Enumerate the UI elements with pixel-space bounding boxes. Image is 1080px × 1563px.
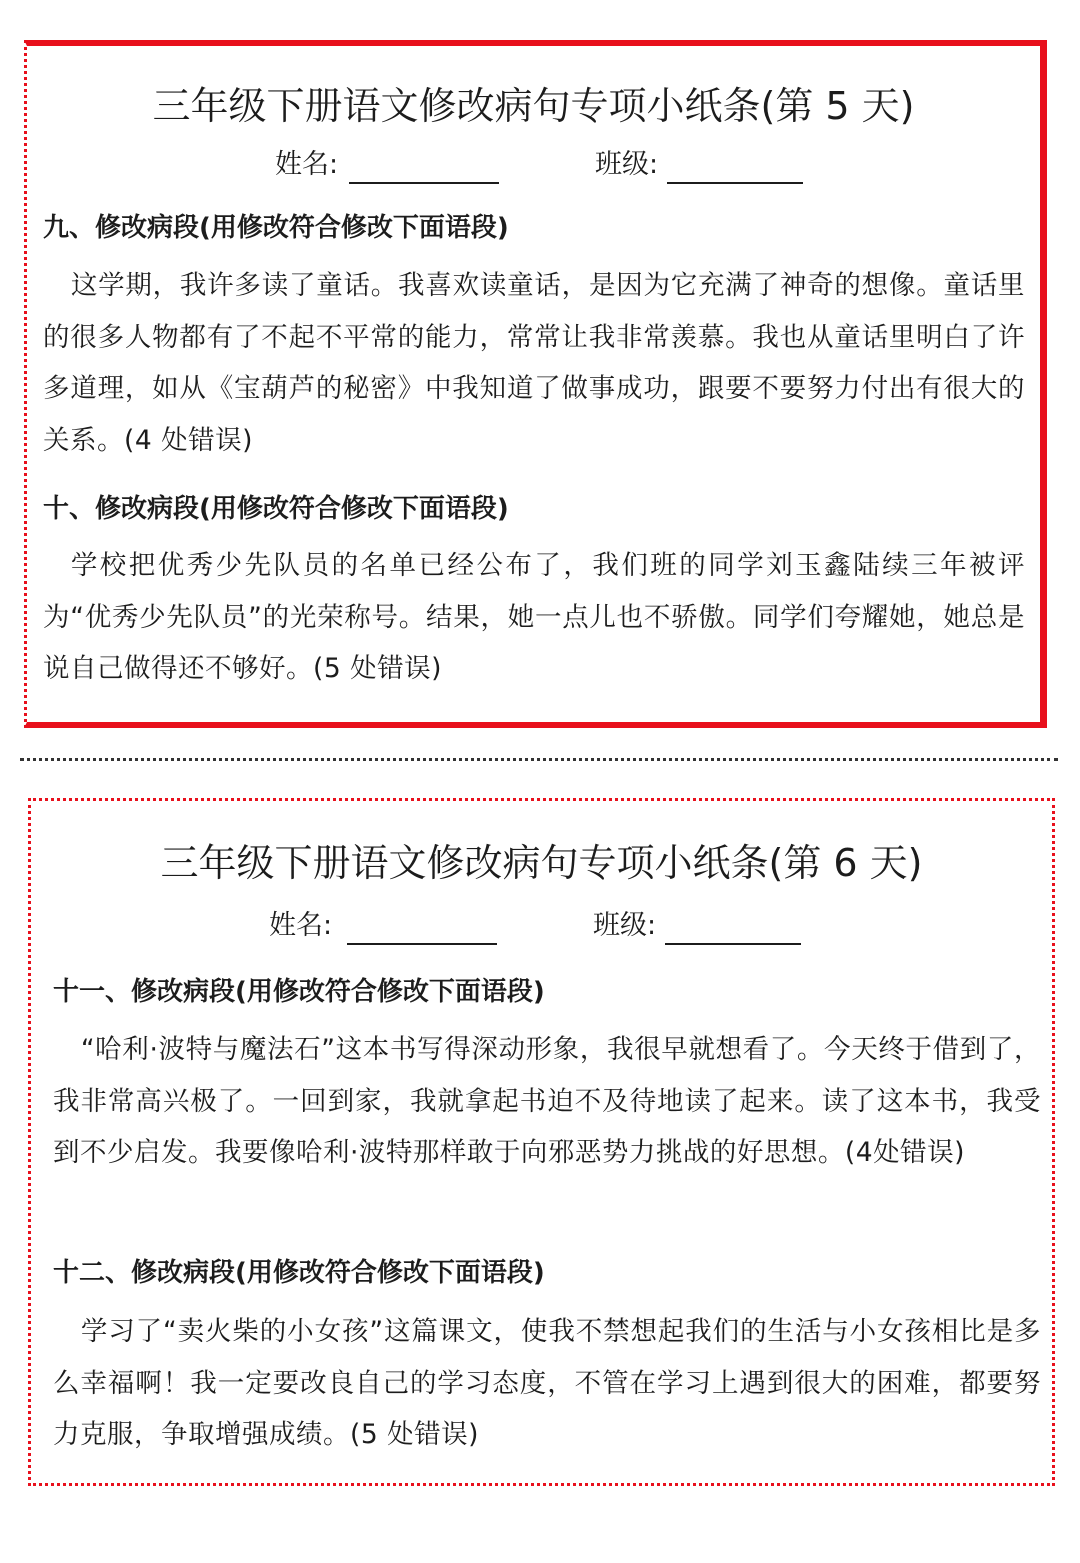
section-paragraph: “哈利·波特与魔法石”这本书写得深动形象，我很早就想看了。今天终于借到了，我非常高兴极了。一回到家，我就拿起书迫不及待地读了起来。读了这本书，我受到不少启发。我要像哈利·波特那样敢于向邪恶势力挑战的好思想。(4处错误) <box>53 1034 1041 1168</box>
class-label: 班级: <box>593 910 657 941</box>
section-paragraph: 学习了“卖火柴的小女孩”这篇课文，使我不禁想起我们的生活与小女孩相比是多么幸福啊！我一定要改良自己的学习态度，不管在学习上遇到很大的困难，都要努力克服，争取增强成绩。(5 处错误) <box>53 1316 1041 1450</box>
card-title: 三年级下册语文修改病句专项小纸条(第 6 天) <box>160 841 923 885</box>
info-row <box>31 911 1052 945</box>
class-blank-line[interactable] <box>667 182 803 184</box>
section-heading: 十、修改病段(用修改符合修改下面语段) <box>43 494 509 524</box>
section-heading: 九、修改病段(用修改符合修改下面语段) <box>43 213 509 243</box>
section-paragraph: 学校把优秀少先队员的名单已经公布了，我们班的同学刘玉鑫陆续三年被评为“优秀少先队员”的光荣称号。结果，她一点儿也不骄傲。同学们夸耀她，她总是说自己做得还不够好。(5 处错误) <box>43 550 1025 684</box>
class-label: 班级: <box>595 149 659 180</box>
card-title: 三年级下册语文修改病句专项小纸条(第 5 天) <box>152 84 915 128</box>
name-label: 姓名: <box>275 149 339 180</box>
section-heading: 十二、修改病段(用修改符合修改下面语段) <box>53 1258 545 1288</box>
section-paragraph: 这学期，我许多读了童话。我喜欢读童话，是因为它充满了神奇的想像。童话里的很多人物都有了不起不平常的能力，常常让我非常羡慕。我也从童话里明白了许多道理，如从《宝葫芦的秘密》中我知道了做事成功，跟要不要努力付出有很大的关系。(4 处错误) <box>43 270 1025 456</box>
name-blank-line[interactable] <box>347 943 497 945</box>
worksheet-card-day5 <box>24 40 1047 728</box>
name-label: 姓名: <box>269 910 333 941</box>
name-blank-line[interactable] <box>349 182 499 184</box>
worksheet-card-day6 <box>28 798 1055 1486</box>
class-blank-line[interactable] <box>665 943 801 945</box>
info-row <box>27 150 1040 184</box>
section-heading: 十一、修改病段(用修改符合修改下面语段) <box>53 977 545 1007</box>
cut-line-separator <box>20 758 1058 761</box>
